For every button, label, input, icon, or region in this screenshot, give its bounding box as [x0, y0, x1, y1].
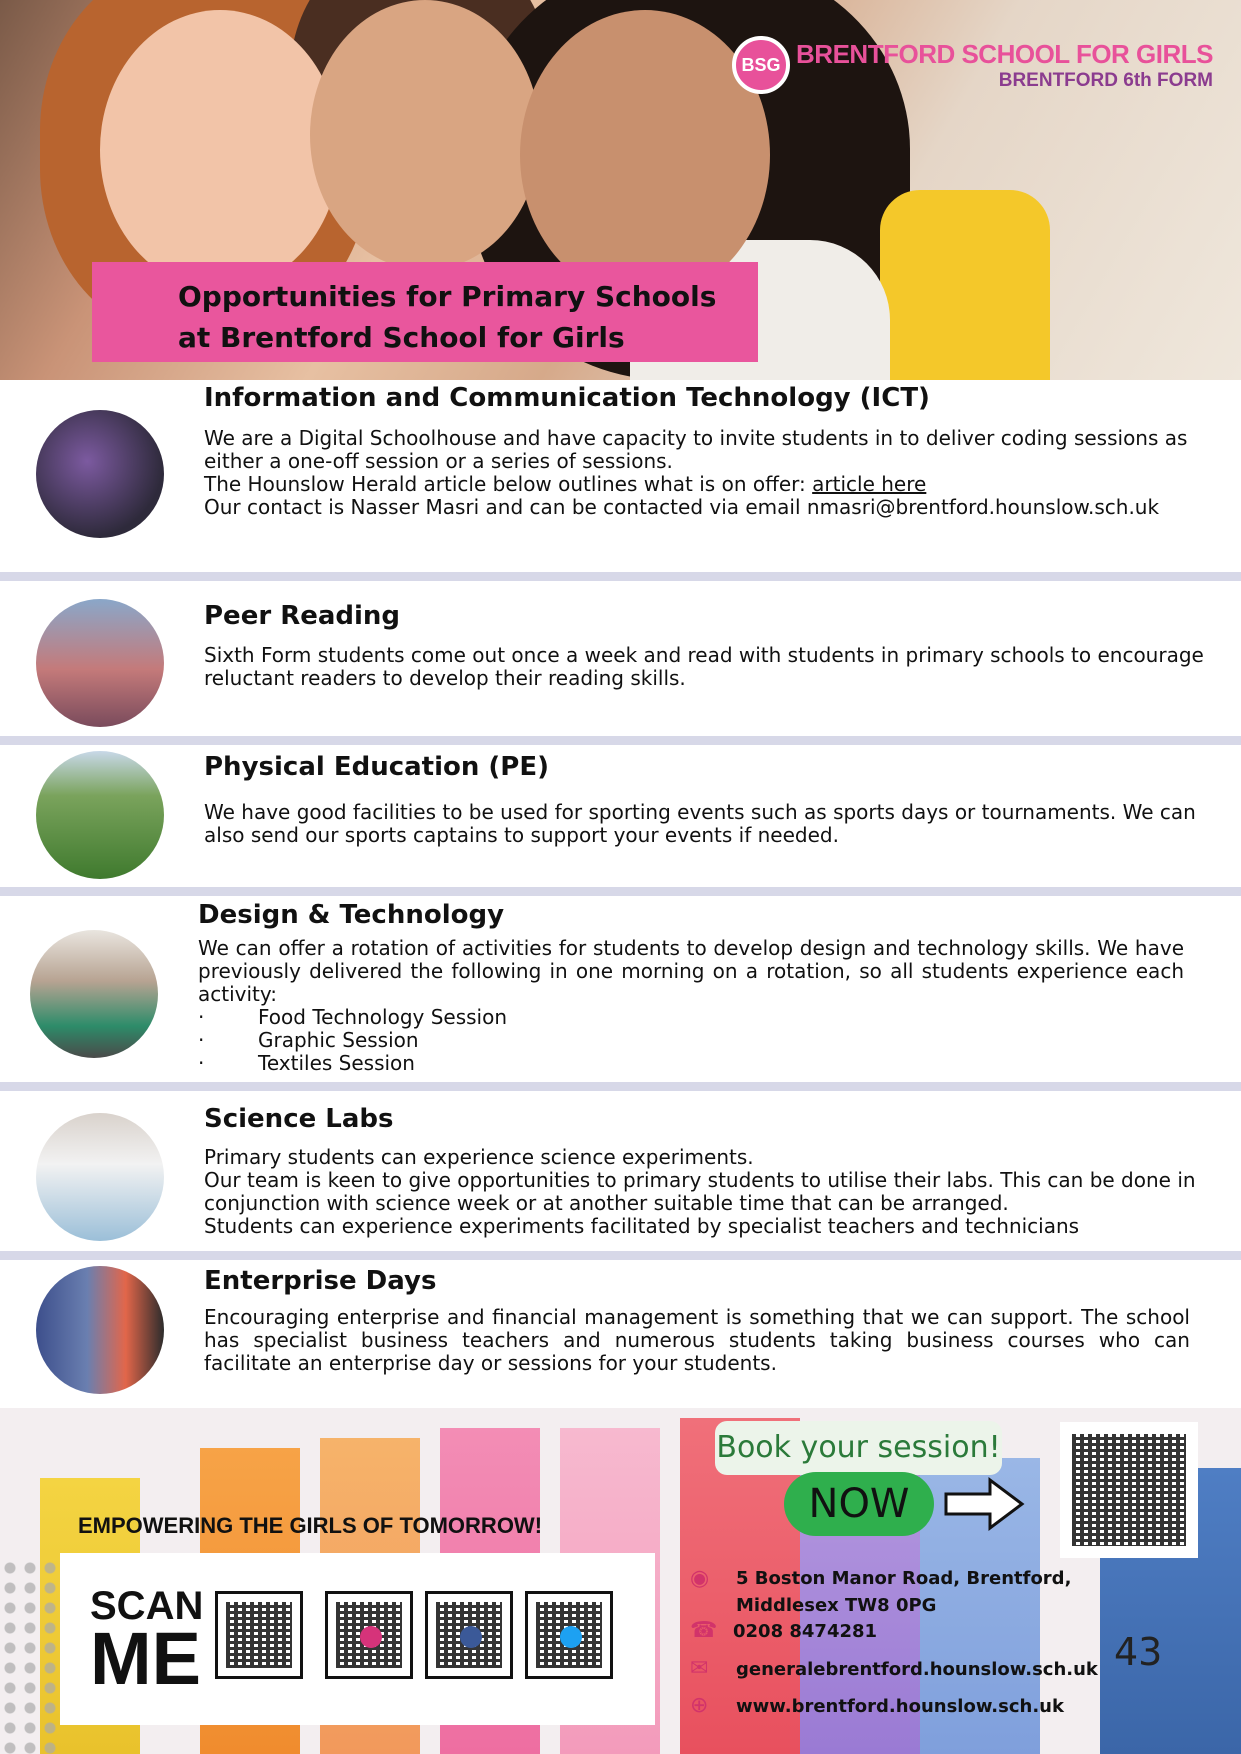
section-title: Enterprise Days: [204, 1266, 437, 1296]
school-logo: [732, 36, 1213, 94]
location-pin-icon: ◉: [690, 1566, 710, 1591]
section-enterprise-days: [0, 1260, 1241, 1408]
booking-qr-icon[interactable]: [1060, 1422, 1198, 1558]
scan-qr-icon[interactable]: [215, 1591, 303, 1679]
facebook-qr-icon[interactable]: [425, 1591, 513, 1679]
list-item: · Textiles Session: [198, 1051, 415, 1075]
pe-photo: [36, 751, 164, 879]
website-link[interactable]: www.brentford.hounslow.sch.uk: [736, 1696, 1064, 1717]
ict-photo: [36, 410, 164, 538]
page-number: 43: [1114, 1630, 1163, 1674]
divider: [0, 1082, 1241, 1091]
section-body: We can offer a rotation of activities for students to develop design and technology skills. We have previously delivered the following in one morning on a rotation, so all students experience each activity: · Food Technology Session · Graphic Session · Textiles Session: [198, 936, 1184, 1075]
section-title: Science Labs: [204, 1104, 394, 1134]
page-title-line2: at Brentford School for Girls: [178, 321, 625, 354]
design-technology-photo: [30, 930, 158, 1058]
social-qr-panel: [60, 1553, 655, 1725]
me-label: ME: [90, 1617, 201, 1700]
divider: [0, 1251, 1241, 1260]
logo-badge-icon: BSG: [732, 36, 790, 94]
section-peer-reading: [0, 581, 1241, 736]
section-title: Peer Reading: [204, 601, 401, 631]
divider: [0, 572, 1241, 581]
section-title: Design & Technology: [198, 900, 505, 930]
divider: [0, 736, 1241, 745]
enterprise-days-photo: [36, 1266, 164, 1394]
list-item: · Food Technology Session: [198, 1005, 508, 1029]
twitter-qr-icon[interactable]: [525, 1591, 613, 1679]
section-body: We are a Digital Schoolhouse and have capacity to invite students in to deliver coding sessions as either a one-off session or a series of sessions. The Hounslow Herald article below outlines what is on offer: article here Our contact is Nasser Masri and can be contacted via email nmasri@brentford.hounslow.sch.uk: [204, 426, 1188, 519]
peer-reading-photo: [36, 599, 164, 727]
science-labs-photo: [36, 1113, 164, 1241]
instagram-qr-icon[interactable]: [325, 1591, 413, 1679]
article-link[interactable]: article here: [812, 472, 927, 496]
section-pe: [0, 745, 1241, 887]
footer: [0, 1408, 1241, 1754]
email-icon: ✉: [690, 1656, 709, 1681]
arrow-right-icon: [944, 1476, 1026, 1532]
page-title: [92, 262, 758, 362]
globe-icon: ⊕: [690, 1693, 709, 1718]
section-science-labs: [0, 1091, 1241, 1251]
section-body: Sixth Form students come out once a week and read with students in primary schools to encourage reluctant readers to develop their reading skills.: [204, 643, 1204, 690]
book-session-label: Book your session!: [715, 1421, 1002, 1475]
phone-number[interactable]: 0208 8474281: [733, 1621, 878, 1642]
divider: [0, 887, 1241, 896]
section-title: Physical Education (PE): [204, 752, 550, 782]
scan-label: SCAN: [90, 1584, 204, 1628]
section-design-technology: [0, 896, 1241, 1082]
now-button[interactable]: NOW: [784, 1472, 934, 1536]
email-address[interactable]: generalebrentford.hounslow.sch.uk: [736, 1659, 1098, 1680]
logo-sixth-form: BRENTFORD 6th FORM: [998, 69, 1213, 91]
section-body: Primary students can experience science experiments. Our team is keen to give opportunities to primary students to utilise their labs. This can be done in conjunction with science week or at another suitable time that can be arranged. Students can experience experiments facilitated by specialist teachers and technicians: [204, 1145, 1196, 1238]
section-title: Information and Communication Technology (ICT): [204, 383, 930, 413]
address: 5 Boston Manor Road, Brentford, Middlesex TW8 0PG: [736, 1568, 1072, 1616]
section-ict: [0, 380, 1241, 572]
section-body: We have good facilities to be used for sporting events such as sports days or tournaments. We can also send our sports captains to support your events if needed.: [204, 800, 1196, 847]
phone-icon: ☎: [690, 1618, 718, 1643]
page-title-line1: Opportunities for Primary Schools: [178, 280, 717, 313]
logo-school-name: BRENTFORD SCHOOL FOR GIRLS: [796, 38, 1213, 69]
section-body: Encouraging enterprise and financial management is something that we can support. The school has specialist business teachers and numerous students taking business courses who can facilitate an enterprise day or sessions for your students.: [204, 1305, 1190, 1375]
tagline: EMPOWERING THE GIRLS OF TOMORROW!: [78, 1513, 543, 1538]
list-item: · Graphic Session: [198, 1028, 419, 1052]
